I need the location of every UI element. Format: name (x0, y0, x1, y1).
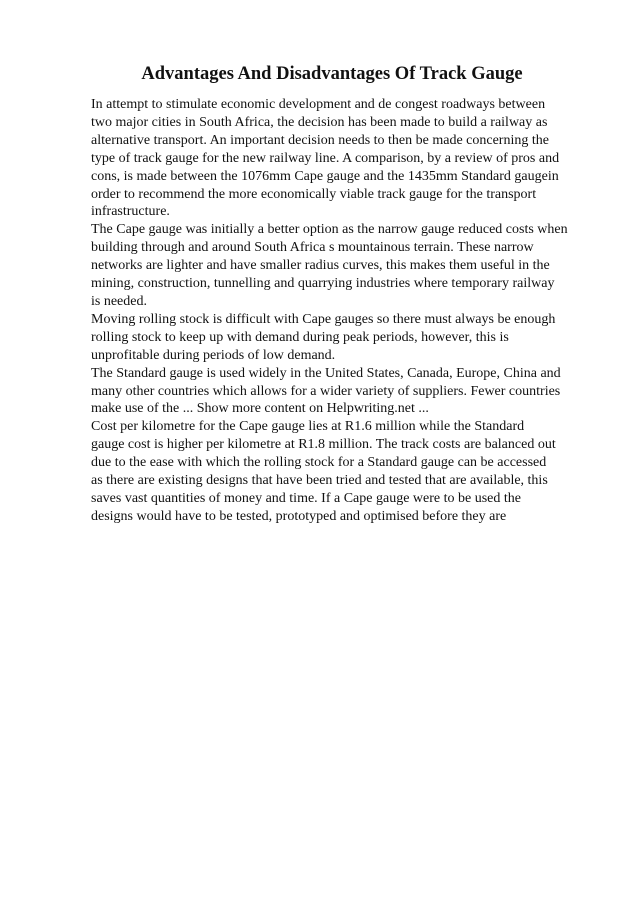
text-line: Cost per kilometre for the Cape gauge lies at R1.6 million while the Standard (91, 419, 525, 435)
text-line: type of track gauge for the new railway line. A comparison, by a review of pros and (91, 150, 560, 166)
text-line: due to the ease with which the rolling stock for a Standard gauge can be accessed (91, 455, 547, 471)
text-line: make use of the ... Show more content on Helpwriting.net ... (91, 401, 429, 417)
text-line: building through and around South Africa s mountainous terrain. These narrow (91, 240, 534, 256)
text-line: order to recommend the more economically viable track gauge for the transport (91, 186, 537, 202)
text-line: The Cape gauge was initially a better option as the narrow gauge reduced costs when (91, 222, 568, 238)
text-line: unprofitable during periods of low demand. (91, 347, 336, 363)
text-line: saves vast quantities of money and time. If a Cape gauge were to be used the (91, 490, 521, 506)
text-line: rolling stock to keep up with demand during peak periods, however, this is (91, 329, 509, 345)
text-line: networks are lighter and have smaller radius curves, this makes them useful in the (91, 258, 550, 274)
text-line: Moving rolling stock is difficult with Cape gauges so there must always be enough (91, 311, 556, 327)
text-line: mining, construction, tunnelling and quarrying industries where temporary railway (91, 276, 555, 292)
document-body (91, 96, 591, 526)
text-line: many other countries which allows for a wider variety of suppliers. Fewer countries (91, 383, 561, 399)
text-line: The Standard gauge is used widely in the United States, Canada, Europe, China and (91, 365, 561, 381)
text-line: gauge cost is higher per kilometre at R1.8 million. The track costs are balanced out (91, 437, 556, 453)
text-line: infrastructure. (91, 204, 170, 220)
text-line: designs would have to be tested, prototyped and optimised before they are (91, 508, 507, 524)
text-line: cons, is made between the 1076mm Cape gauge and the 1435mm Standard gaugein (91, 168, 559, 184)
page-title: Advantages And Disadvantages Of Track Gauge (141, 64, 523, 84)
text-line: is needed. (91, 293, 147, 309)
text-line: two major cities in South Africa, the decision has been made to build a railway as (91, 114, 548, 130)
text-line: In attempt to stimulate economic development and de congest roadways between (91, 97, 546, 112)
text-line: as there are existing designs that have been tried and tested that are available, this (91, 473, 548, 489)
text-line: alternative transport. An important decision needs to then be made concerning the (91, 132, 549, 148)
